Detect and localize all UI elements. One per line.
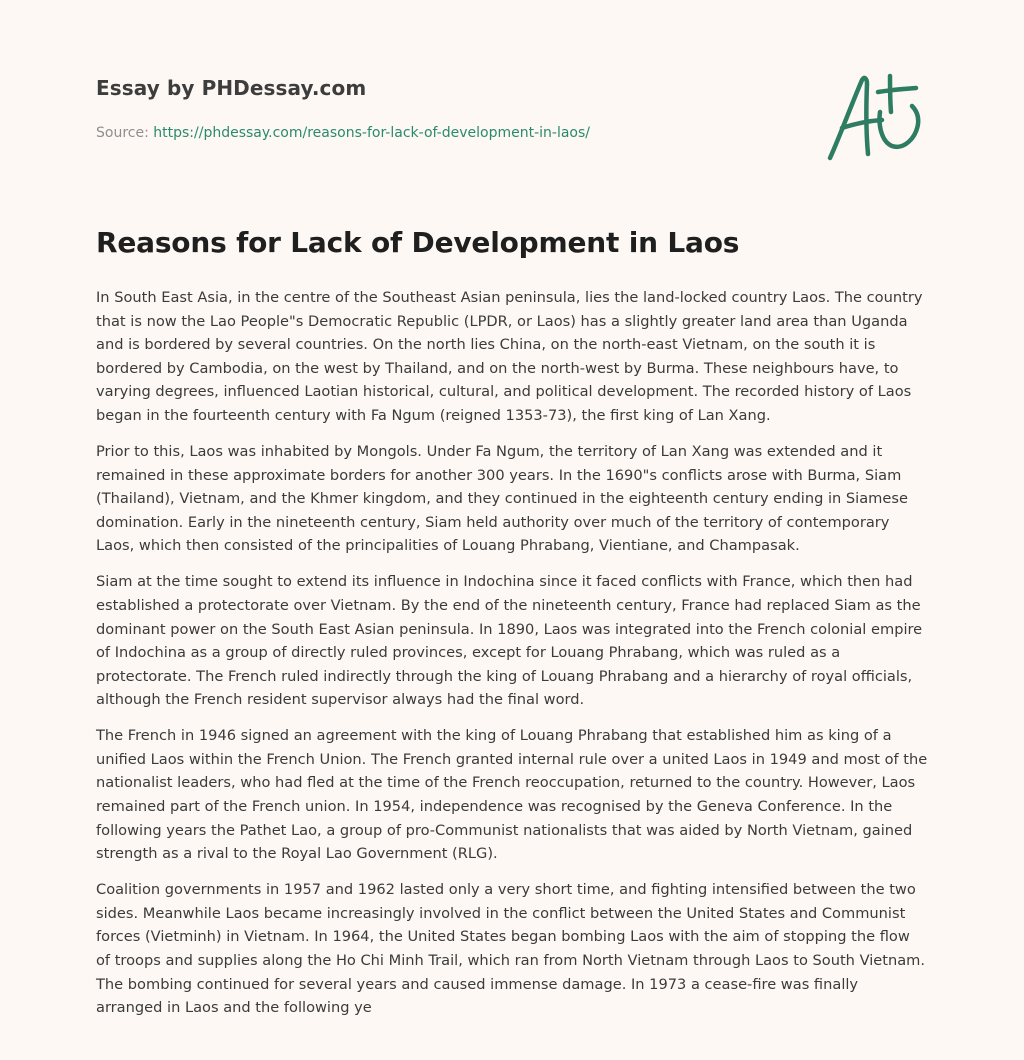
paragraph: Prior to this, Laos was inhabited by Mongols. Under Fa Ngum, the territory of Lan Xang was extended and it remained in these approximate borders for another 300 years. In the 1690"s conflicts arose with Burma, Siam (Thailand), Vietnam, and the Khmer kingdom, and they continued in the eighteenth century ending in Siamese domination. Early in the nineteenth century, Siam held authority over much of the territory of contemporary Laos, which then consisted of the principalities of Louang Phrabang, Vientiane, and Champasak.	[96, 442, 908, 555]
paragraph: Siam at the time sought to extend its influence in Indochina since it faced conflicts with France, which then had established a protectorate over Vietnam. By the end of the nineteenth century, France had replaced Siam as the dominant power on the South East Asian peninsula. In 1890, Laos was integrated into the French colonial empire of Indochina as a group of directly ruled provinces, except for Louang Phrabang, which was ruled as a protectorate. The French ruled indirectly through the king of Louang Phrabang and a hierarchy of royal officials, although the French resident supervisor always had the final word.	[96, 573, 923, 709]
page-title: Reasons for Lack of Development in Laos	[96, 226, 740, 259]
source-label: Source:	[96, 125, 154, 141]
site-brand: Essay by PHDessay.com	[96, 76, 367, 100]
a-plus-grade-icon	[820, 66, 930, 166]
source-link[interactable]: https://phdessay.com/reasons-for-lack-of-development-in-laos/	[153, 125, 590, 141]
paragraph: In South East Asia, in the centre of the Southeast Asian peninsula, lies the land-locked country Laos. The country that is now the Lao People"s Democratic Republic (LPDR, or Laos) has a slightly greater land area than Uganda and is bordered by several countries. On the north lies China, on the north-east Vietnam, on the south it is bordered by Cambodia, on the west by Thailand, and on the north-west by Burma. These neighbours have, to varying degrees, influenced Laotian historical, cultural, and political development. The recorded history of Laos began in the fourteenth century with Fa Ngum (reigned 1353-73), the first king of Lan Xang.	[96, 289, 923, 424]
essay-body	[96, 286, 928, 1032]
paragraph: Coalition governments in 1957 and 1962 lasted only a very short time, and fighting intensified between the two sides. Meanwhile Laos became increasingly involved in the conflict between the United States and Communist forces (Vietminh) in Vietnam. In 1964, the United States began bombing Laos with the aim of stopping the flow of troops and supplies along the Ho Chi Minh Trail, which ran from North Vietnam through Laos to South Vietnam. The bombing continued for several years and caused immense damage. In 1973 a cease-fire was finally arranged in Laos and the following ye	[96, 881, 926, 1017]
source-line	[96, 125, 590, 141]
paragraph: The French in 1946 signed an agreement with the king of Louang Phrabang that established him as king of a unified Laos within the French Union. The French granted internal rule over a united Laos in 1949 and most of the nationalist leaders, who had fled at the time of the French reoccupation, returned to the country. However, Laos remained part of the French union. In 1954, independence was recognised by the Geneva Conference. In the following years the Pathet Lao, a group of pro-Communist nationalists that was aided by North Vietnam, gained strength as a rival to the Royal Lao Government (RLG).	[96, 727, 928, 863]
